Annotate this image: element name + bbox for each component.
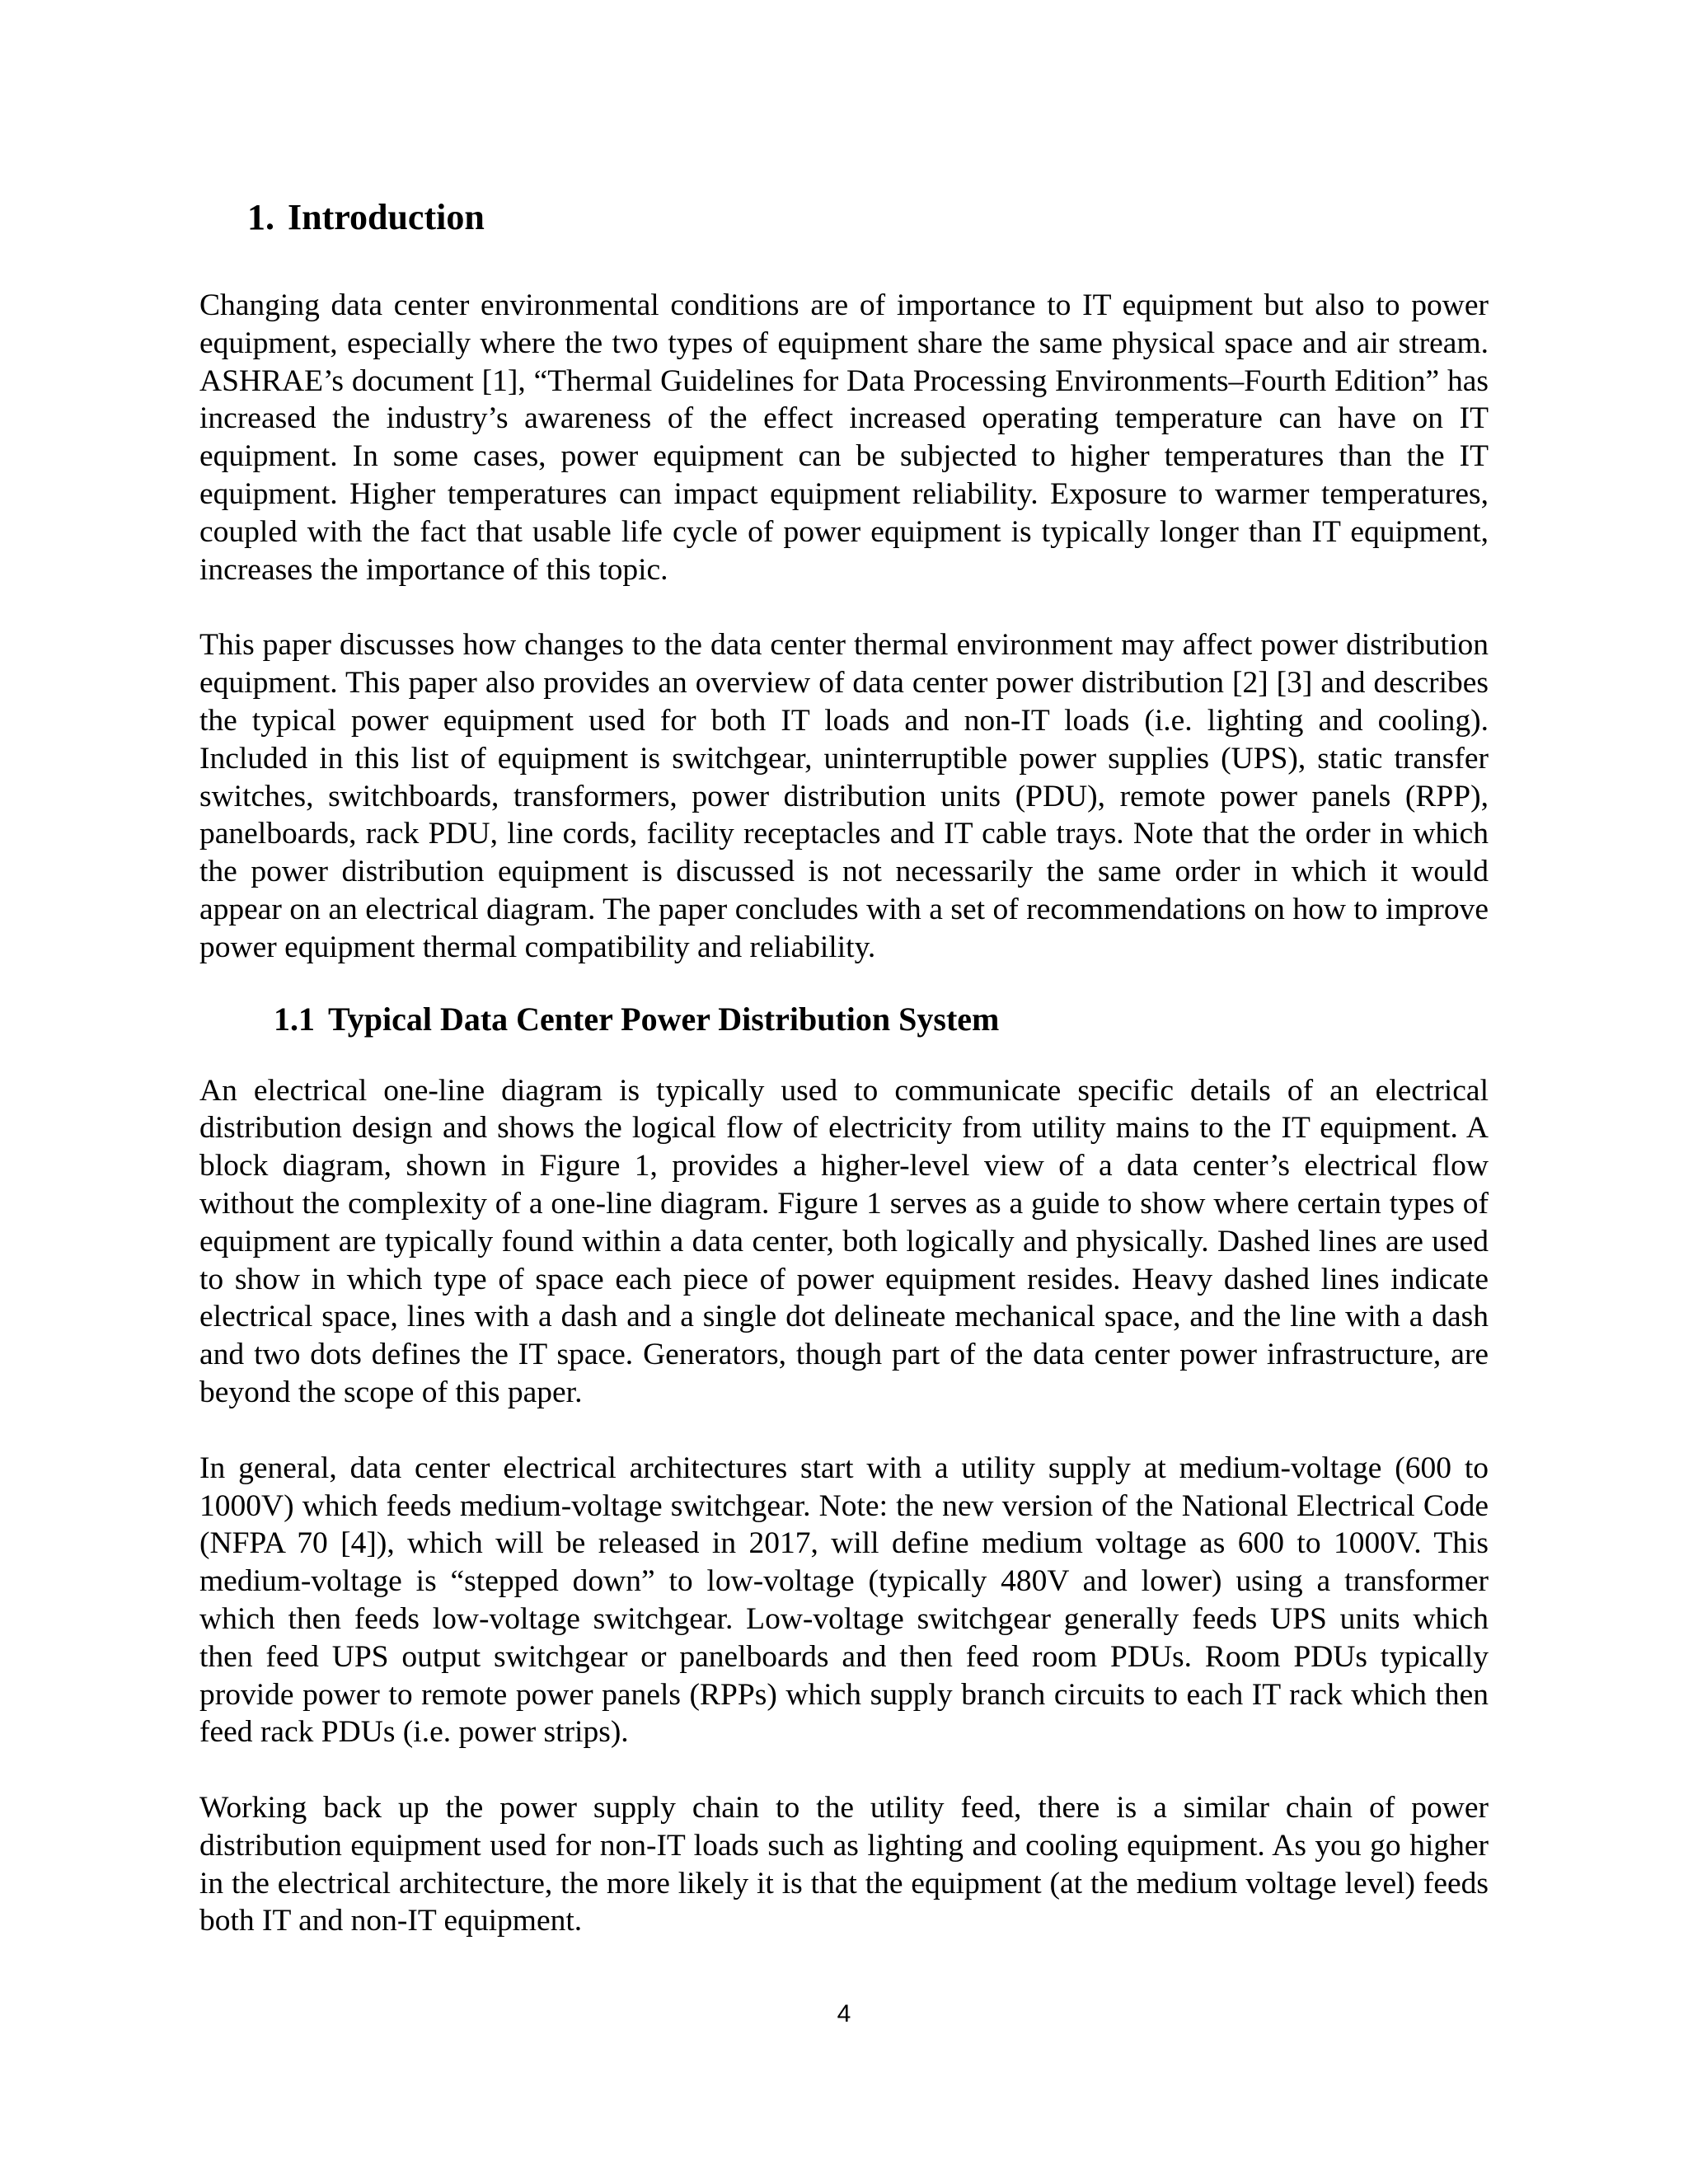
page-content xyxy=(199,194,1489,1978)
section-heading xyxy=(247,194,1489,241)
intro-paragraph-2: This paper discusses how changes to the data center thermal environment may affect power distribution equipment. This paper also provides an overview of data center power distribution [2] [3] and describes the typical power equipment used for both IT loads and non-IT loads (i.e. lighting and cooling). Included in this list of equipment is switchgear, uninterruptible power supplies (UPS), static transfer switches, switchboards, transformers, power distribution units (PDU), remote power panels (RPP), panelboards, rack PDU, line cords, facility receptacles and IT cable trays. Note that the order in which the power distribution equipment is discussed is not necessarily the same order in which it would appear on an electrical diagram. The paper concludes with a set of recommendations on how to improve power equipment thermal compatibility and reliability. xyxy=(199,628,1489,964)
subsection-paragraph-2: In general, data center electrical architectures start with a utility supply at medium-voltage (600 to 1000V) which feeds medium-voltage switchgear. Note: the new version of the National Electrical Code (NFPA 70 [4]), which will be released in 2017, will define medium voltage as 600 to 1000V. This medium-voltage is “stepped down” to low-voltage (typically 480V and lower) using a transformer which then feeds low-voltage switchgear. Low-voltage switchgear generally feeds UPS units which then feed UPS output switchgear or panelboards and then feed room PDUs. Room PDUs typically provide power to remote power panels (RPPs) which supply branch circuits to each IT rack which then feed rack PDUs (i.e. power strips). xyxy=(199,1451,1489,1750)
subsection-paragraph-1: An electrical one-line diagram is typically used to communicate specific details of an electrical distribution design and shows the logical flow of electricity from utility mains to the IT equipment. A block diagram, shown in Figure 1, provides a higher-level view of a data center’s electrical flow without the complexity of a one-line diagram. Figure 1 serves as a guide to show where certain types of equipment are typically found within a data center, both logically and physically. Dashed lines are used to show in which type of space each piece of power equipment resides. Heavy dashed lines indicate electrical space, lines with a dash and a single dot delineate mechanical space, and the line with a dash and two dots defines the IT space. Generators, though part of the data center power infrastructure, are beyond the scope of this paper. xyxy=(199,1073,1489,1409)
intro-paragraph-1: Changing data center environmental conditions are of importance to IT equipment but also to power equipment, especially where the two types of equipment share the same physical space and air stream. ASHRAE’s document [1], “Thermal Guidelines for Data Processing Environments–Fourth Edition” has increased the industry’s awareness of the effect increased operating temperature can have on IT equipment. In some cases, power equipment can be subjected to higher temperatures than the IT equipment. Higher temperatures can impact equipment reliability. Exposure to warmer temperatures, coupled with the fact that usable life cycle of power equipment is typically longer than IT equipment, increases the importance of this topic. xyxy=(199,288,1489,587)
subsection-number: 1.1 xyxy=(274,1000,315,1038)
page-number: 4 xyxy=(837,2000,851,2027)
section-number: 1. xyxy=(247,197,274,237)
subsection-heading xyxy=(274,998,1489,1041)
section-title: Introduction xyxy=(288,197,485,237)
subsection-title: Typical Data Center Power Distribution System xyxy=(328,1000,1000,1038)
subsection-paragraph-3: Working back up the power supply chain to the utility feed, there is a similar chain of power distribution equipment used for non-IT loads such as lighting and cooling equipment. As you go higher in the electrical architecture, the more likely it is that the equipment (at the medium voltage level) feeds both IT and non-IT equipment. xyxy=(199,1791,1489,1938)
